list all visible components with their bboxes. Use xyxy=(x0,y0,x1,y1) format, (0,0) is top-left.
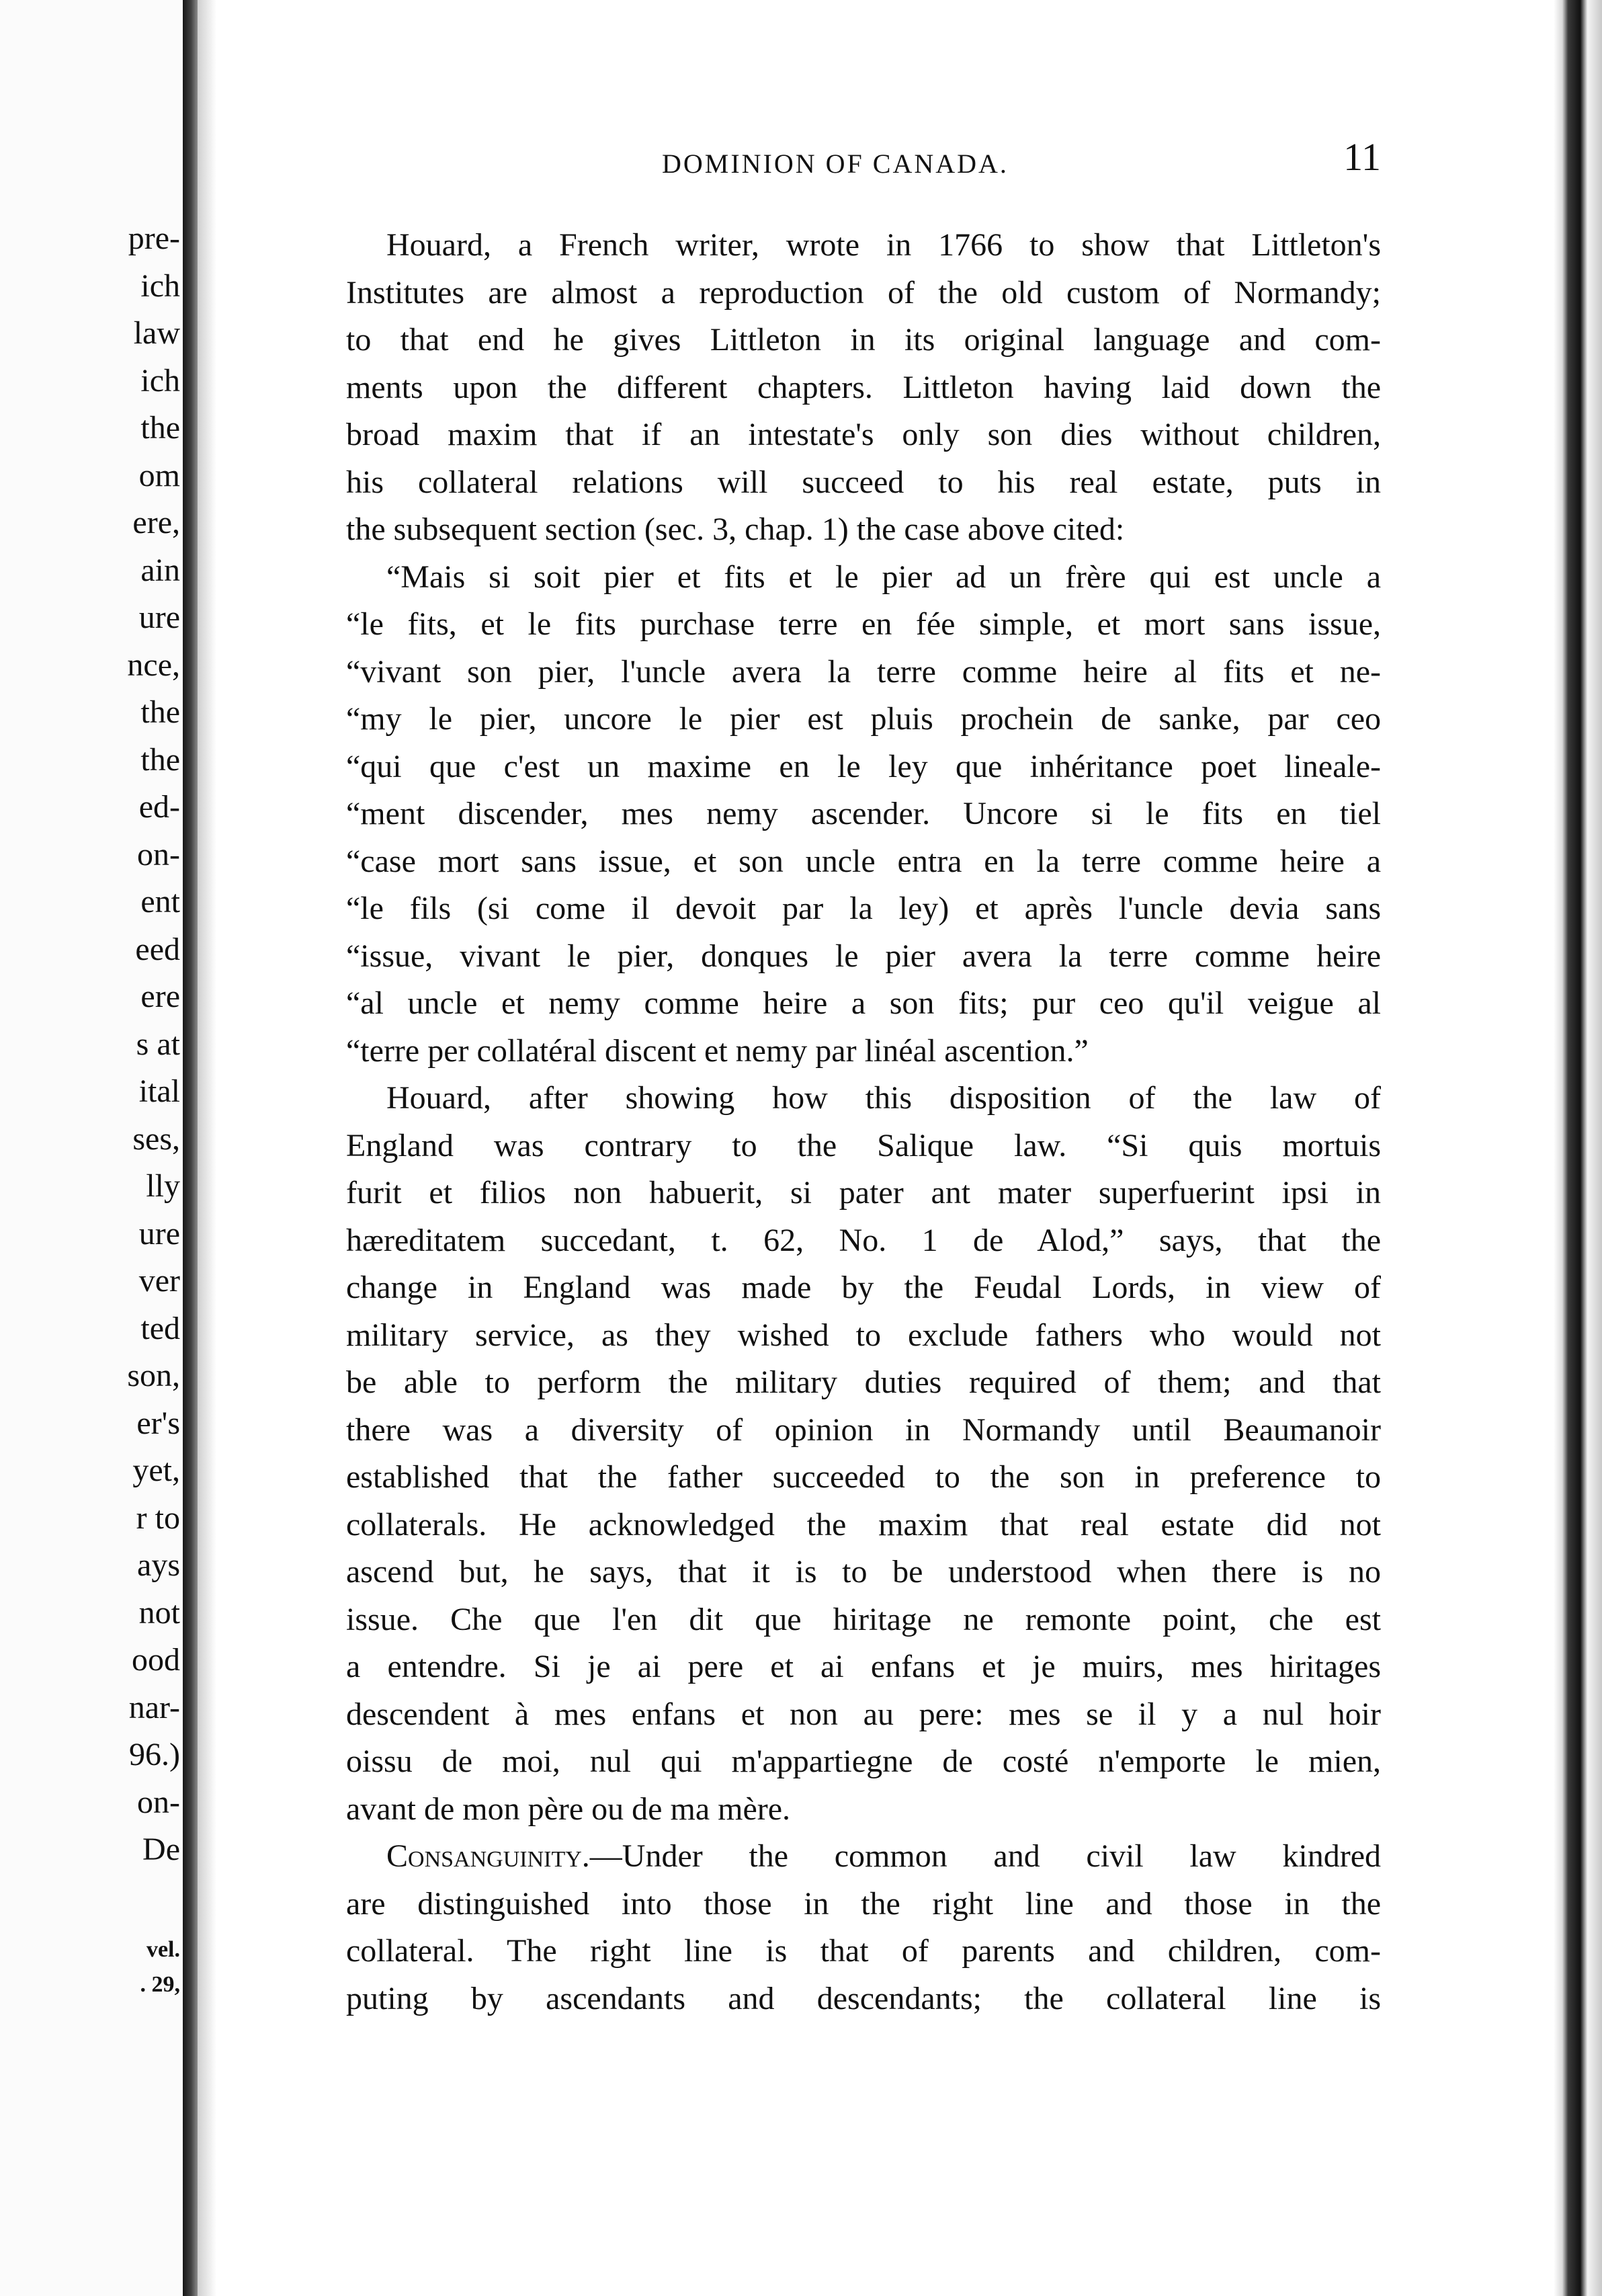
page-edge xyxy=(1554,0,1602,2296)
text-line: his collateral relations will succeed to his real estate, puts in xyxy=(346,464,1381,500)
text-line: the subsequent section (sec. 3, chap. 1) the case above cited: xyxy=(346,511,1125,547)
running-head: DOMINION OF CANADA. xyxy=(662,149,1009,179)
quote-line: “le fils (si come il devoit par la ley) et après l'uncle devia sans xyxy=(346,891,1381,926)
facing-line: ich xyxy=(140,268,180,304)
facing-line: De xyxy=(142,1832,180,1867)
text-line: collaterals. He acknowledged the maxim that real estate did not xyxy=(346,1506,1381,1543)
facing-line: ent xyxy=(140,884,180,919)
text-line: furit et filios non habuerit, si pater ant mater superfuerint ipsi in xyxy=(346,1175,1381,1211)
facing-line: s at xyxy=(136,1026,180,1062)
text-line: hæreditatem succedant, t. 62, No. 1 de Alod,” says, that the xyxy=(346,1222,1381,1258)
text-line: England was contrary to the Salique law. “Si quis mortuis xyxy=(346,1127,1381,1163)
facing-line: er's xyxy=(136,1405,180,1441)
text-line: Institutes are almost a reproduction of the old custom of Normandy; xyxy=(346,274,1381,311)
text-line: be able to perform the military duties required of them; and that xyxy=(346,1364,1381,1400)
text-line: a entendre. Si je ai pere et ai enfans et je muirs, mes hiritages xyxy=(346,1649,1381,1684)
text-line: there was a diversity of opinion in Normandy until Beaumanoir xyxy=(346,1411,1381,1448)
facing-line: ure xyxy=(138,600,180,635)
facing-line: ood xyxy=(132,1642,180,1678)
page-number: 11 xyxy=(1343,135,1381,179)
facing-line: on- xyxy=(137,836,180,872)
facing-line: ich xyxy=(140,362,180,399)
quote-line: “ment discender, mes nemy ascender. Uncore si le fits en tiel xyxy=(346,796,1381,831)
facing-line: 96.) xyxy=(129,1737,180,1772)
text-line: to that end he gives Littleton in its original language and com- xyxy=(346,322,1381,358)
text-line: descendent à mes enfans et non au pere: mes se il y a nul hoir xyxy=(346,1696,1381,1732)
facing-page-footnotes xyxy=(0,1932,180,2002)
text-line: collateral. The right line is that of parents and children, com- xyxy=(346,1933,1381,1969)
facing-line: the xyxy=(140,410,180,446)
text-line: change in England was made by the Feudal Lords, in view of xyxy=(346,1270,1381,1305)
facing-footnote-line: vel. xyxy=(146,1937,180,1962)
facing-line: the xyxy=(140,741,180,778)
quote-line: “terre per collatéral discent et nemy par linéal ascention.” xyxy=(346,1032,1089,1069)
quote-line: “le fits, et le fits purchase terre en fée simple, et mort sans issue, xyxy=(346,606,1381,642)
text-line: ments upon the different chapters. Littleton having laid down the xyxy=(346,369,1381,405)
facing-line: nce, xyxy=(127,647,180,683)
facing-line: son, xyxy=(127,1358,180,1393)
gutter-shadow xyxy=(198,0,216,2296)
quote-line: “vivant son pier, l'uncle avera la terre comme heire al fits et ne- xyxy=(346,653,1381,690)
facing-line: ere, xyxy=(132,505,180,540)
facing-footnote-line: . 29, xyxy=(140,1972,180,1997)
quote-line: “al uncle et nemy comme heire a son fits; pur ceo qu'il veigue al xyxy=(346,985,1381,1021)
facing-line: ed- xyxy=(138,789,180,825)
facing-line: ital xyxy=(138,1073,180,1109)
facing-line: om xyxy=(138,457,180,493)
text-line: broad maxim that if an intestate's only son dies without children, xyxy=(346,417,1381,452)
section-first-line-text: —Under the common and civil law kindred xyxy=(589,1838,1381,1874)
section-first-line xyxy=(346,1833,1381,1881)
text-line: Houard, after showing how this disposition of the law of xyxy=(386,1080,1381,1116)
text-line: oissu de moi, nul qui m'appartiegne de costé n'emporte le mien, xyxy=(346,1744,1381,1779)
facing-line: ted xyxy=(140,1310,180,1346)
book-gutter xyxy=(183,0,198,2296)
text-line: puting by ascendants and descendants; the collateral line is xyxy=(346,1980,1381,2016)
text-line: Houard, a French writer, wrote in 1766 to show that Littleton's xyxy=(386,227,1381,263)
facing-line: law xyxy=(133,315,180,351)
facing-line: on- xyxy=(137,1784,180,1820)
facing-page-fragment xyxy=(0,0,183,2296)
facing-page-line-ends xyxy=(0,215,180,1874)
facing-line: ays xyxy=(137,1547,180,1583)
quote-line: “case mort sans issue, et son uncle entra en la terre comme heire a xyxy=(346,843,1381,879)
facing-line: eed xyxy=(135,931,180,967)
text-line: military service, as they wished to exclude fathers who would not xyxy=(346,1317,1381,1353)
text-line: ascend but, he says, that it is to be understood when there is no xyxy=(346,1554,1381,1590)
text-line: avant de mon père ou de ma mère. xyxy=(346,1791,791,1827)
facing-line: ses, xyxy=(132,1120,180,1157)
body-text xyxy=(346,222,1381,2022)
quote-line: “my le pier, uncore le pier est pluis prochein de sanke, par ceo xyxy=(346,701,1381,737)
facing-line: the xyxy=(140,694,180,730)
facing-line: ver xyxy=(138,1263,180,1299)
page-header xyxy=(346,133,1381,187)
facing-line: r to xyxy=(136,1500,180,1536)
section-heading: Consanguinity. xyxy=(386,1838,590,1874)
text-line: established that the father succeeded to the son in preference to xyxy=(346,1459,1381,1495)
facing-line: ain xyxy=(140,552,180,588)
quote-line: “qui que c'est un maxime en le ley que inhéritance poet lineale- xyxy=(346,748,1381,784)
facing-line: yet, xyxy=(132,1452,180,1488)
quote-line: “Mais si soit pier et fits et le pier ad un frère qui est uncle a xyxy=(386,559,1381,595)
facing-line: pre- xyxy=(128,220,180,256)
text-line: issue. Che que l'en dit que hiritage ne remonte point, che est xyxy=(346,1601,1381,1637)
text-line: are distinguished into those in the right line and those in the xyxy=(346,1885,1381,1922)
facing-line: ure xyxy=(138,1215,180,1252)
facing-line: lly xyxy=(146,1168,180,1204)
quote-line: “issue, vivant le pier, donques le pier avera la terre comme heire xyxy=(346,938,1381,974)
facing-line: not xyxy=(138,1594,180,1631)
facing-line: nar- xyxy=(128,1689,180,1725)
facing-line: ere xyxy=(140,979,180,1014)
